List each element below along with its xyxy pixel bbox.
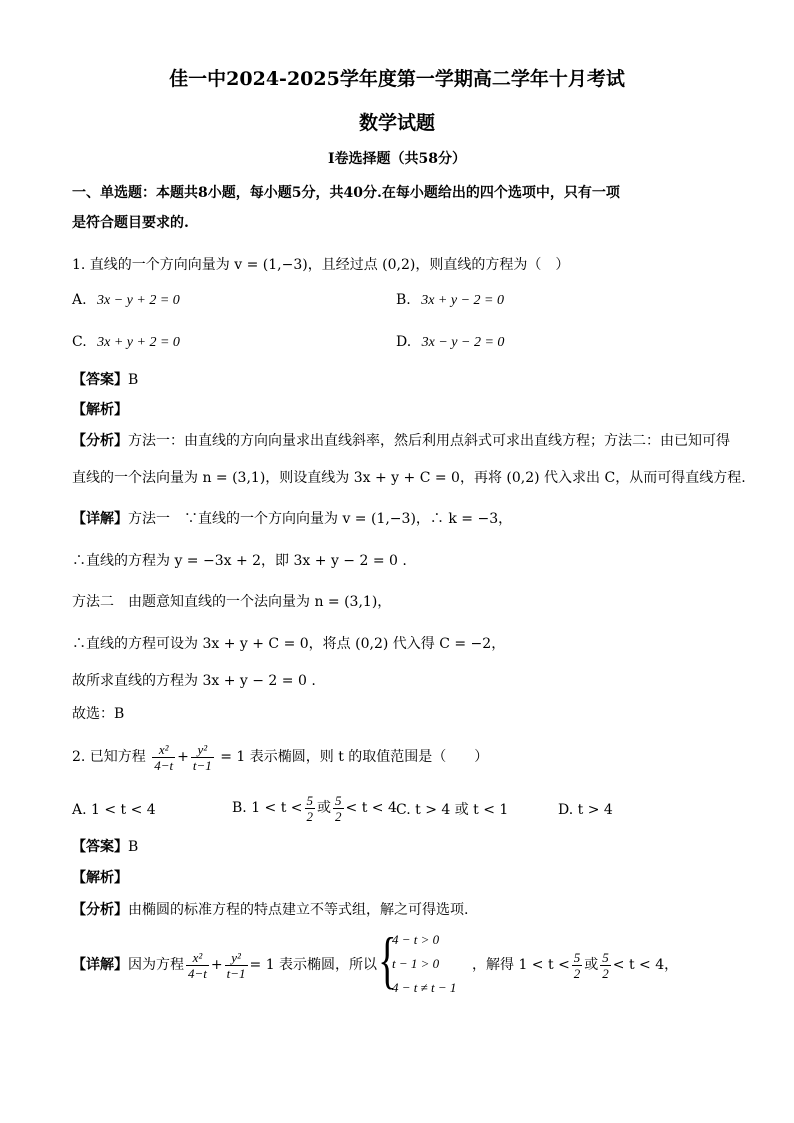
q2-option-b (232, 790, 397, 826)
fraction-den: 2 (602, 965, 609, 981)
fraction-den: 2 (335, 808, 342, 824)
fraction-num: 5 (573, 949, 581, 965)
detail-tag: 【详解】 (72, 957, 128, 973)
answer-tag: 【答案】 (72, 839, 128, 855)
answer-value: B (128, 372, 139, 388)
detail-post-pre: ，解得 1 < t < (472, 957, 570, 973)
section-title: Ⅰ卷选择题（共58分） (327, 151, 467, 167)
part1-instruction-line2: 是符合题目要求的. (72, 215, 189, 231)
inequality-1: 4 − t > 0 (392, 932, 440, 947)
plus-sign: + (177, 749, 189, 765)
option-b-mid: 或 (317, 800, 332, 816)
detail-tag: 【详解】 (72, 511, 128, 527)
option-label: A. (72, 292, 87, 308)
option-text: 3x + y + 2 = 0 (97, 335, 180, 350)
fraction-num: x² (186, 950, 209, 966)
q2-stem-post: = 1 表示椭圆，则 t 的取值范围是（ ） (220, 749, 489, 765)
q2-stem (72, 739, 488, 775)
detail-post-mid: 或 (584, 957, 599, 973)
fenxi-text: 由椭圆的标准方程的特点建立不等式组，解之可得选项. (128, 902, 469, 918)
fraction (305, 793, 316, 824)
q1-detail-line5: 故所求直线的方程为 3x + y − 2 = 0 . (72, 673, 316, 689)
detail-pre: 因为方程 (128, 957, 184, 973)
fraction-den: 4−t (188, 965, 207, 981)
q2-option-a: A. 1 < t < 4 (72, 802, 156, 818)
fraction (152, 742, 175, 773)
q1-detail-line2: ∴直线的方程为 y = −3x + 2，即 3x + y − 2 = 0 . (72, 553, 407, 569)
fraction-num: x² (152, 742, 175, 758)
q1-fenxi-line2: 直线的一个法向量为 n = (3,1)，则设直线为 3x + y + C = 0，再将 (0,2) 代入求出 C，从而可得直线方程. (72, 470, 746, 486)
q1-choose: 故选：B (72, 706, 125, 722)
fraction (333, 793, 344, 824)
fraction-num: y² (225, 950, 248, 966)
q2-stem-pre: 2. 已知方程 (72, 749, 146, 765)
subject-title: 数学试题 (358, 112, 435, 134)
fenxi-tag: 【分析】 (72, 902, 128, 918)
fenxi-tag: 【分析】 (72, 433, 128, 449)
answer-value: B (128, 839, 139, 855)
fraction-num: 5 (306, 792, 314, 808)
inequality-system (392, 928, 456, 1000)
fraction-den: t−1 (226, 965, 246, 981)
answer-tag: 【答案】 (72, 372, 128, 388)
q1-stem: 1. 直线的一个方向向量为 v = (1,−3)，且经过点 (0,2)，则直线的方程为（ ） (72, 257, 570, 273)
fraction (572, 950, 583, 981)
inequality-2: t − 1 > 0 (392, 956, 440, 971)
left-brace: { (378, 924, 397, 995)
q1-option-b (396, 291, 504, 310)
q2-detail (72, 947, 377, 983)
option-label: C. (72, 334, 87, 350)
q1-option-d (396, 333, 504, 352)
detail-post-end: < t < 4， (612, 957, 679, 973)
option-text: 3x + y − 2 = 0 (421, 293, 504, 308)
fraction-num: 5 (602, 949, 609, 965)
q1-detail-line4: ∴直线的方程可设为 3x + y + C = 0，将点 (0,2) 代入得 C = −2， (72, 636, 506, 652)
fraction-den: 2 (306, 808, 314, 824)
plus-sign: + (210, 957, 223, 973)
fraction-num: y² (191, 742, 214, 758)
fraction-den: 4−t (154, 757, 174, 773)
option-text: 3x − y − 2 = 0 (421, 335, 505, 350)
fraction-den: 2 (573, 965, 581, 981)
q1-detail-line1 (72, 510, 512, 528)
q2-answer (72, 838, 138, 856)
q1-option-a (72, 291, 180, 310)
fraction-num: 5 (335, 792, 342, 808)
q1-answer (72, 371, 138, 389)
q1-detail-line3: 方法二 由题意知直线的一个法向量为 n = (3,1)， (72, 594, 392, 610)
fenxi-text: 方法一：由直线的方向向量求出直线斜率，然后利用点斜式可求出直线方程；方法二：由已知可得 (128, 433, 730, 449)
detail-mid: = 1 表示椭圆，所以 (249, 957, 378, 973)
q2-option-c: C. t > 4 或 t < 1 (396, 802, 509, 818)
part1-instruction-line1: 一、单选题：本题共8小题，每小题5分，共40分.在每小题给出的四个选项中，只有一项 (72, 185, 620, 201)
exam-title: 佳一中2024-2025学年度第一学期高二学年十月考试 (169, 68, 625, 90)
q1-analysis-tag: 【解析】 (72, 402, 128, 418)
q1-option-c (72, 333, 180, 352)
q2-fenxi (72, 901, 468, 919)
option-text: 3x − y + 2 = 0 (97, 293, 180, 308)
fraction (225, 950, 248, 981)
detail-text: 方法一 ∵直线的一个方向向量为 v = (1,−3)，∴ k = −3， (128, 511, 513, 527)
option-label: B. (396, 292, 411, 308)
fraction (191, 742, 214, 773)
inequality-3: 4 − t ≠ t − 1 (392, 980, 457, 995)
fraction-den: t−1 (192, 757, 212, 773)
fraction (600, 950, 611, 981)
option-label: D. (396, 334, 412, 350)
q2-detail-result (472, 947, 678, 983)
q1-fenxi-line1 (72, 432, 730, 450)
q2-option-d: D. t > 4 (558, 802, 613, 818)
option-b-pre: B. 1 < t < (232, 800, 303, 816)
option-b-post: < t < 4 (345, 800, 397, 816)
fraction (186, 950, 209, 981)
q2-analysis-tag: 【解析】 (72, 870, 128, 886)
